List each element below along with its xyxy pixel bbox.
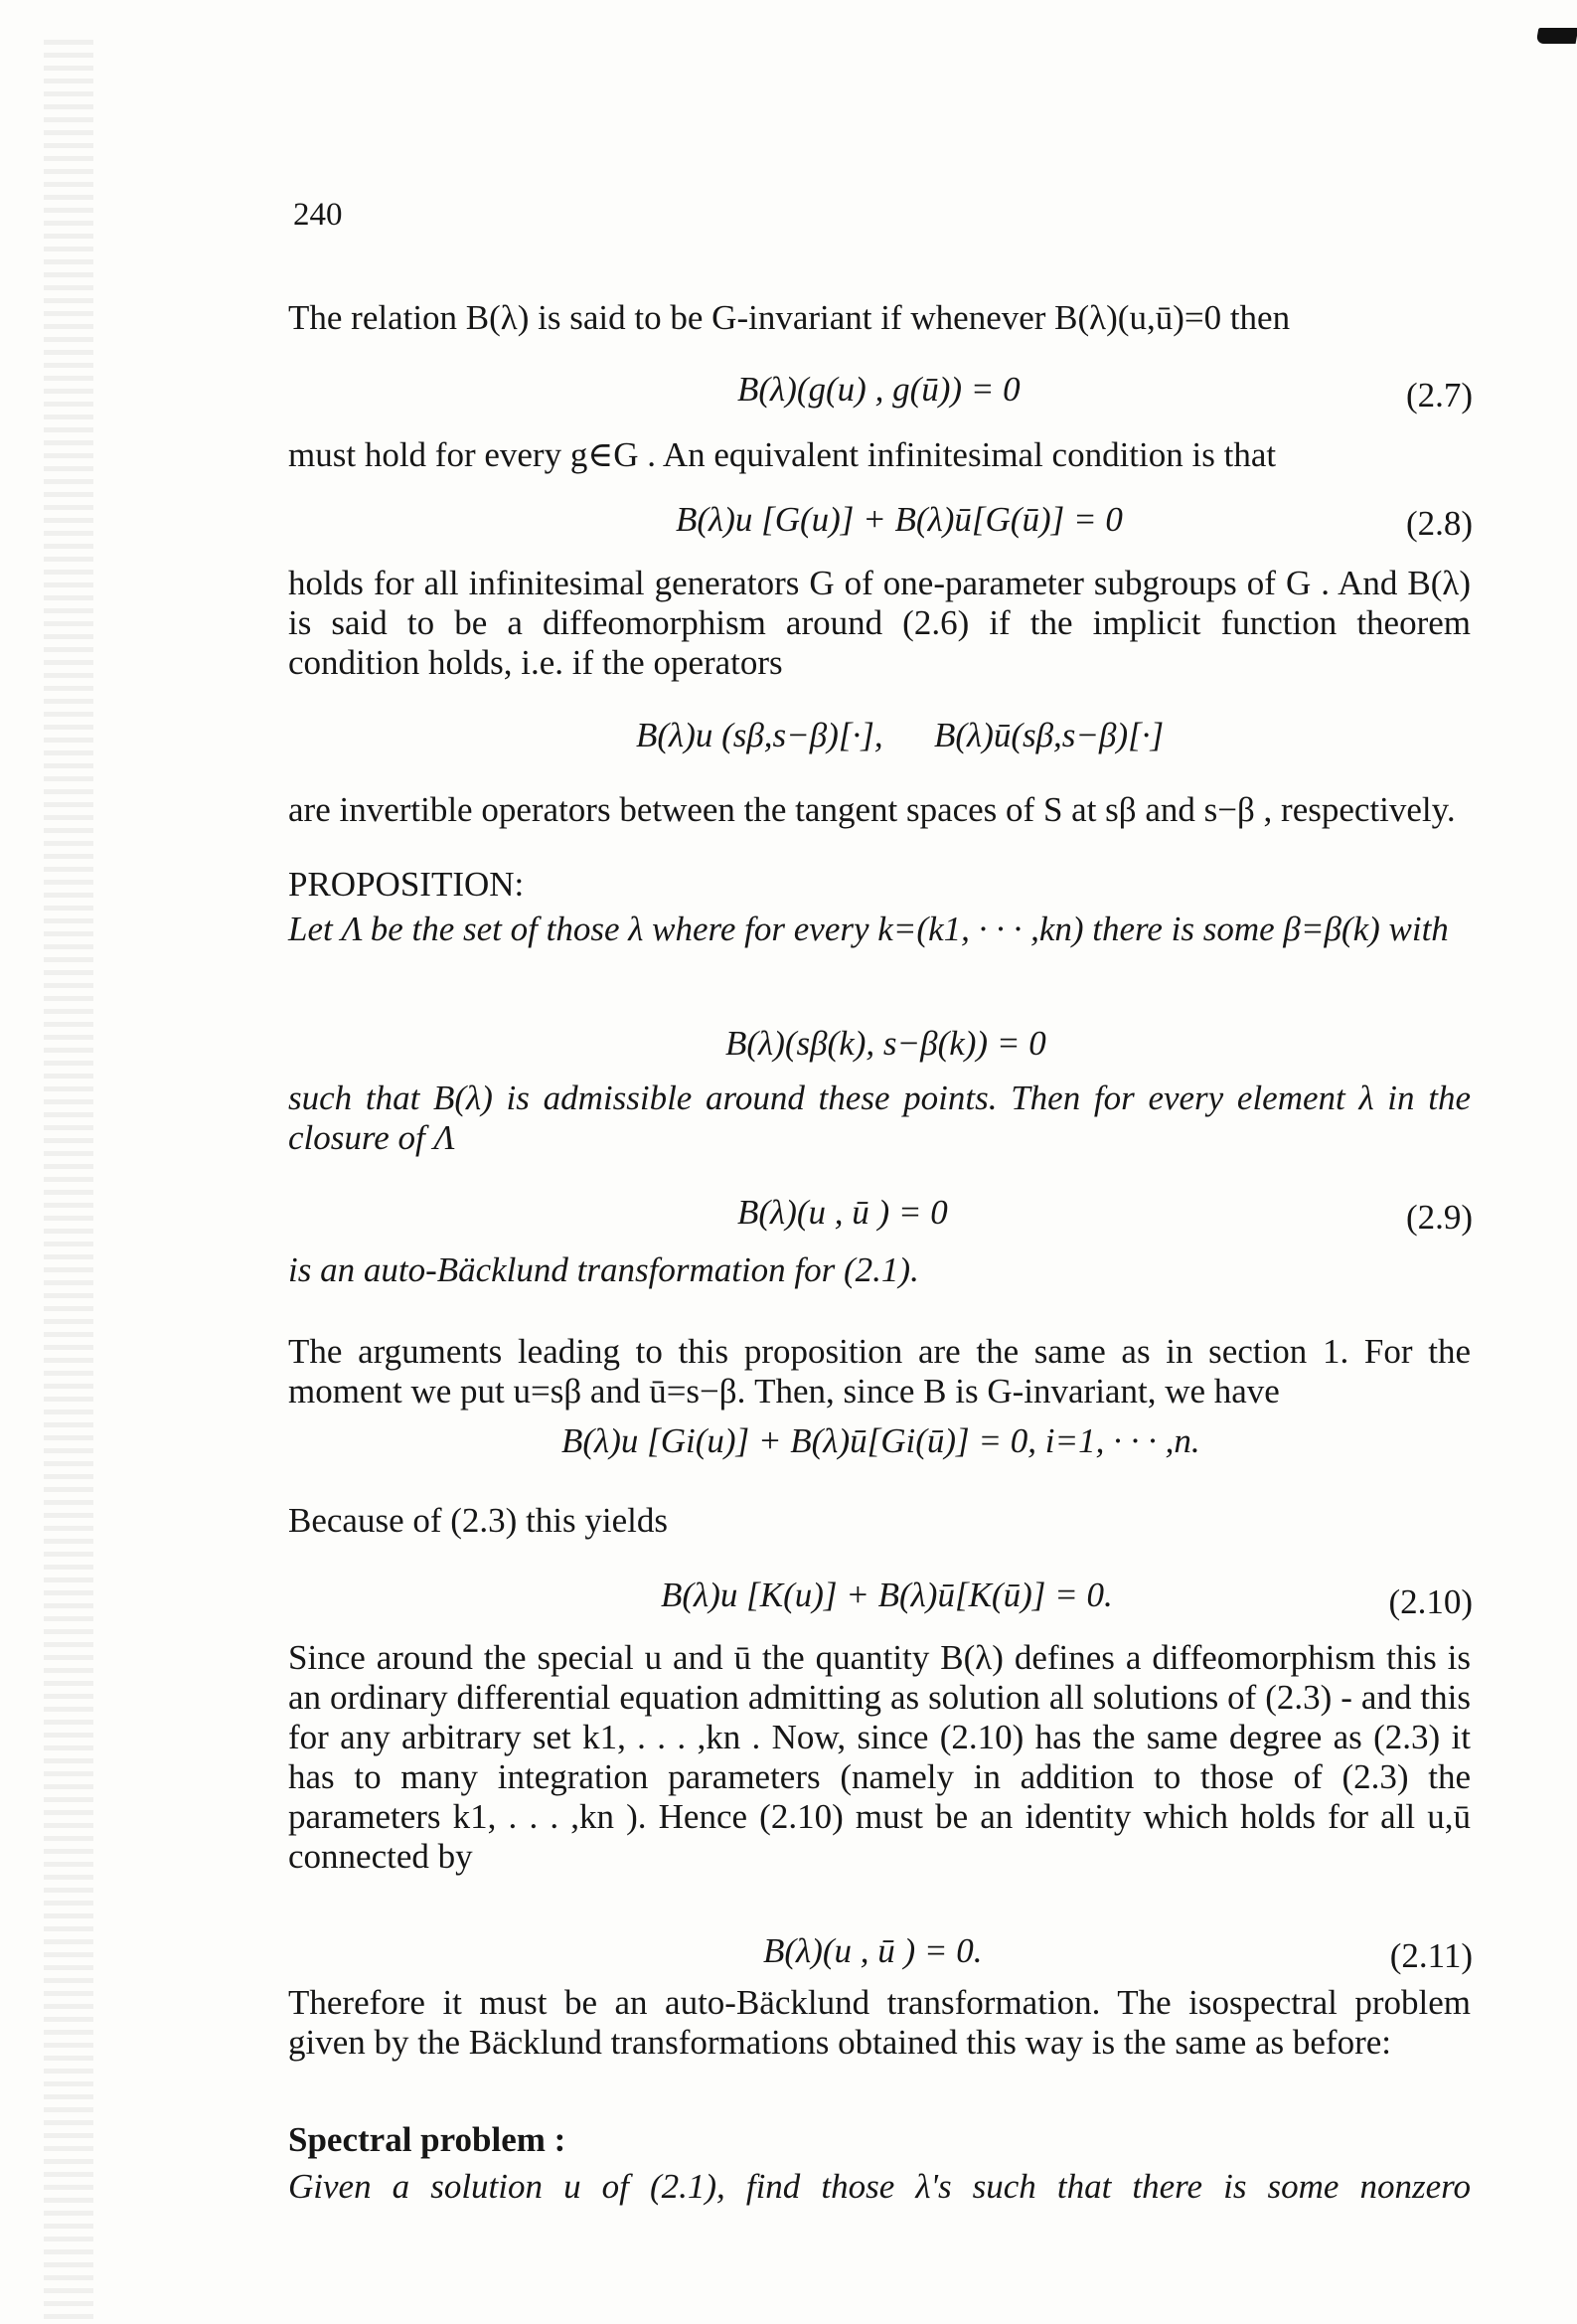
equation-2-8: B(λ)u [G(u)] + B(λ)ū[G(ū)] = 0 xyxy=(676,500,1123,539)
equation-number-2-10: (2.10) xyxy=(1388,1582,1473,1621)
proposition-heading: PROPOSITION: xyxy=(288,865,525,904)
paragraph-because: Because of (2.3) this yields xyxy=(288,1501,668,1540)
page-number: 240 xyxy=(293,197,343,233)
paragraph-intro: The relation B(λ) is said to be G-invariant if whenever B(λ)(u,ū)=0 then xyxy=(288,298,1291,337)
paragraph-arguments: The arguments leading to this proposition are the same as in section 1. For the moment we put u=sβ and ū=s−β. Then, since B is G-invariant, we have xyxy=(288,1332,1471,1411)
paragraph-therefore: Therefore it must be an auto-Bäcklund transformation. The isospectral problem given by the Bäcklund transformations obtained this way is the same as before: xyxy=(288,1983,1471,2062)
paragraph-invertible: are invertible operators between the tangent spaces of S at sβ and s−β , respectively. xyxy=(288,790,1456,829)
equation-number-2-7: (2.7) xyxy=(1405,376,1473,415)
equation-proposition: B(λ)(sβ(k), s−β(k)) = 0 xyxy=(725,1024,1046,1063)
equation-number-2-9: (2.9) xyxy=(1405,1198,1473,1237)
binding-edge xyxy=(44,40,93,2324)
equation-operator-1: B(λ)u (sβ,s−β)[·], xyxy=(636,716,883,754)
scan-mark xyxy=(1536,28,1577,44)
equation-gi: B(λ)u [Gi(u)] + B(λ)ū[Gi(ū)] = 0, i=1, · · · ,n. xyxy=(561,1421,1200,1460)
proposition-text-1: Let Λ be the set of those λ where for every k=(k1, · · · ,kn) there is some β=β(k) with xyxy=(288,910,1449,948)
spectral-problem-heading: Spectral problem : xyxy=(288,2120,566,2159)
proposition-text-3: is an auto-Bäcklund transformation for (2.1). xyxy=(288,1250,919,1289)
equation-operator-2: B(λ)ū(sβ,s−β)[·] xyxy=(934,716,1165,754)
equation-number-2-8: (2.8) xyxy=(1405,504,1473,543)
equation-number-2-11: (2.11) xyxy=(1389,1936,1473,1975)
paragraph-must-hold: must hold for every g∈G . An equivalent infinitesimal condition is that xyxy=(288,435,1277,474)
equation-2-9: B(λ)(u , ū ) = 0 xyxy=(737,1193,948,1232)
equation-2-10: B(λ)u [K(u)] + B(λ)ū[K(ū)] = 0. xyxy=(661,1576,1113,1614)
equation-2-7: B(λ)(g(u) , g(ū)) = 0 xyxy=(737,370,1021,409)
spectral-problem-text: Given a solution u of (2.1), find those λ's such that there is some nonzero xyxy=(288,2167,1471,2206)
equation-2-11: B(λ)(u , ū ) = 0. xyxy=(763,1931,983,1970)
proposition-text-2: such that B(λ) is admissible around these points. Then for every element λ in the closure of Λ xyxy=(288,1079,1471,1157)
paragraph-holds: holds for all infinitesimal generators G of one-parameter subgroups of G . And B(λ) is said to be a diffeomorphism around (2.6) if the implicit function theorem condition holds, i.e. if the operators xyxy=(288,564,1471,682)
paragraph-since: Since around the special u and ū the quantity B(λ) defines a diffeomorphism this is an ordinary differential equation admitting as solution all solutions of (2.3) - and this for any arbitrary set k1, . . . ,kn . Now, since (2.10) has the same degree as (2.3) it has to many integration parameters (namely in addition to those of (2.3) the parameters k1, . . . ,kn ). Hence (2.10) must be an identity which holds for all u,ū connected by xyxy=(288,1638,1471,1876)
